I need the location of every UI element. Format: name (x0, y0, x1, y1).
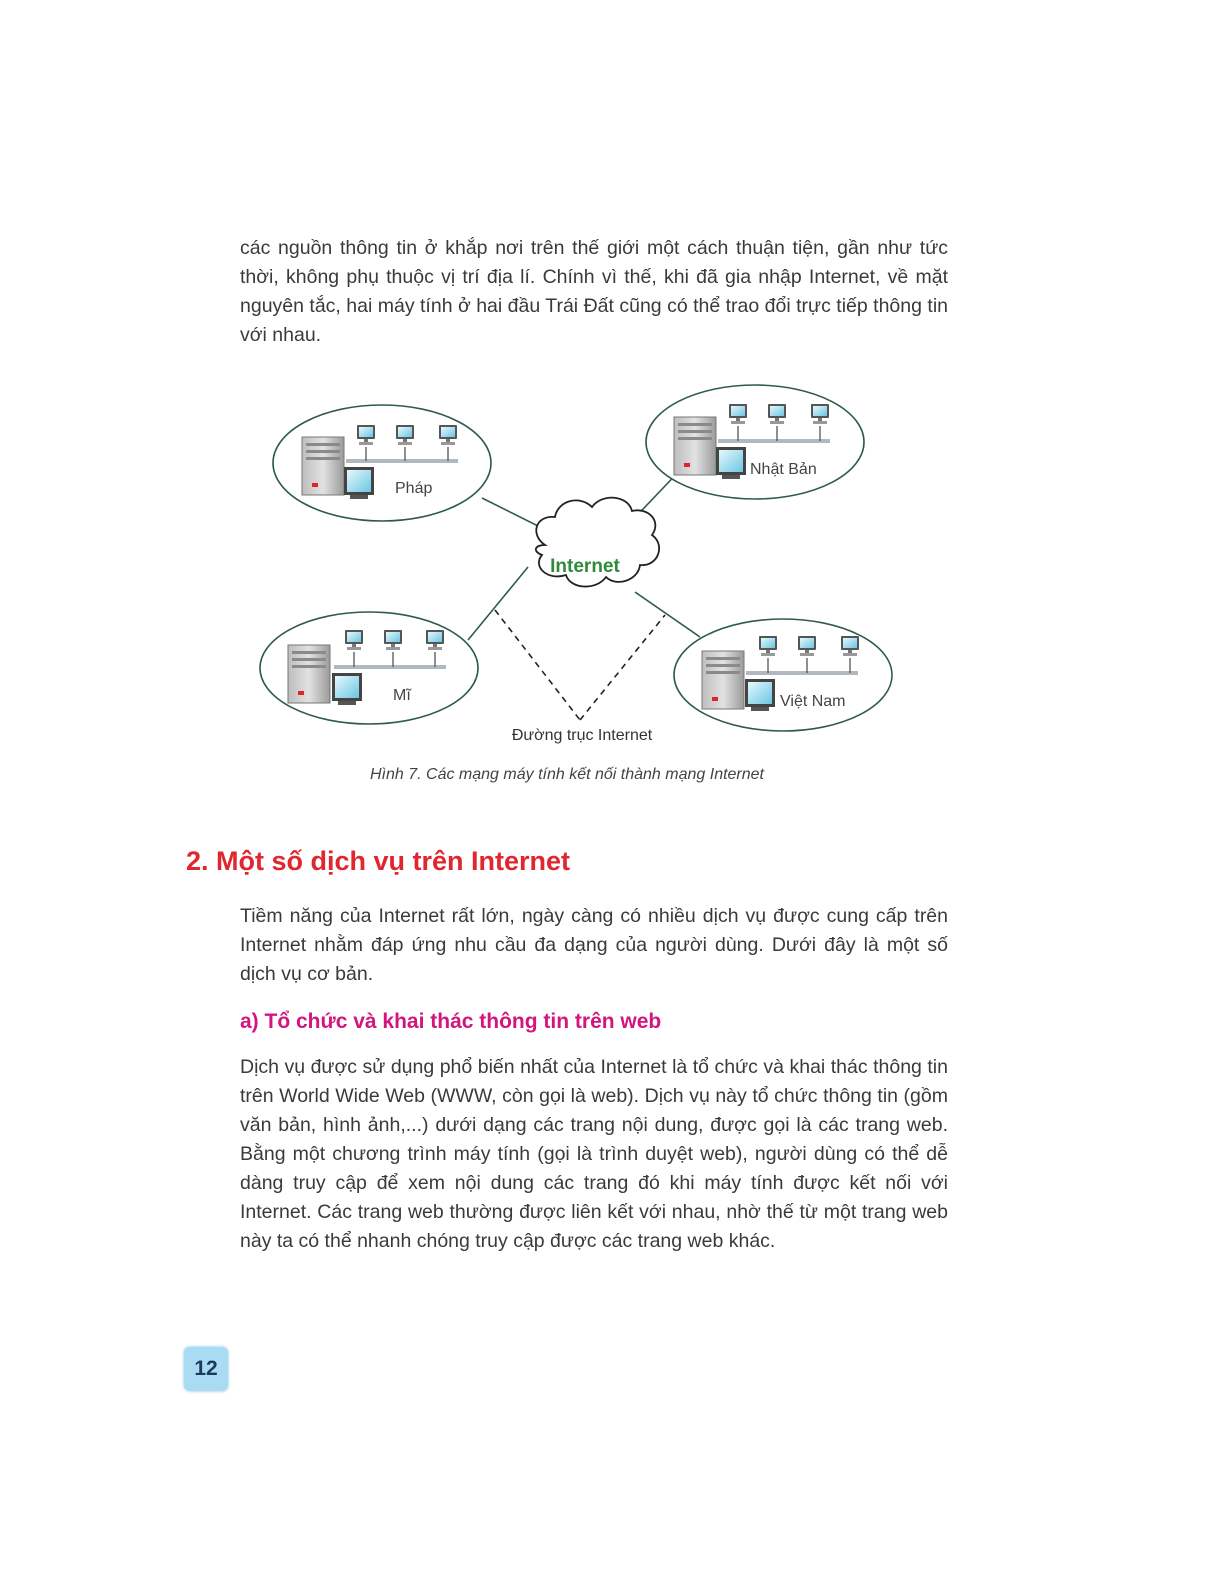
section-paragraph: Tiềm năng của Internet rất lớn, ngày càng có nhiều dịch vụ được cung cấp trên Internet nhằm đáp ứng nhu cầu đa dạng của người dùng. Dưới đây là một số dịch vụ cơ bản. (240, 905, 948, 985)
network-mi (260, 612, 478, 724)
intro-paragraph: các nguồn thông tin ở khắp nơi trên thế giới một cách thuận tiện, gần như tức thời, không phụ thuộc vị trí địa lí. Chính vì thế, khi đã gia nhập Internet, về mặt nguyên tắc, hai máy tính ở hai đầu Trái Đất cũng có thể trao đổi trực tiếp thông tin với nhau. (240, 237, 948, 346)
subsection-paragraph: Dịch vụ được sử dụng phổ biến nhất của Internet là tổ chức và khai thác thông tin trên World Wide Web (WWW, còn gọi là web). Dịch vụ này tổ chức thông tin (gồm văn bản, hình ảnh,...) dưới dạng các trang nội dung, được gọi là các trang web. Bằng một chương trình máy tính (gọi là trình duyệt web), người dùng có thể dễ dàng truy cập để xem nội dung các trang đó khi máy tính được kết nối với Internet. Các trang web thường được liên kết với nhau, nhờ thế từ một trang web này ta có thể nhanh chóng truy cập được các trang web khác. (240, 1056, 948, 1252)
internet-cloud (536, 498, 659, 587)
label-phap: Pháp (395, 480, 433, 497)
network-nhat-ban (646, 385, 864, 499)
backbone-dashed-lines (495, 610, 665, 720)
page-number-badge: 12 (184, 1347, 228, 1391)
section-heading: 2. Một số dịch vụ trên Internet (186, 846, 571, 876)
label-nhat-ban: Nhật Bản (750, 461, 817, 478)
label-mi: Mĩ (393, 687, 411, 704)
network-viet-nam (674, 619, 892, 731)
figure-caption: Hình 7. Các mạng máy tính kết nối thành mạng Internet (370, 766, 764, 783)
network-diagram (250, 375, 910, 755)
network-phap (273, 405, 491, 521)
subsection-heading: a) Tổ chức và khai thác thông tin trên web (240, 1010, 662, 1033)
label-viet-nam: Việt Nam (780, 693, 846, 710)
internet-label: Internet (550, 556, 620, 577)
backbone-label: Đường trục Internet (511, 727, 653, 744)
